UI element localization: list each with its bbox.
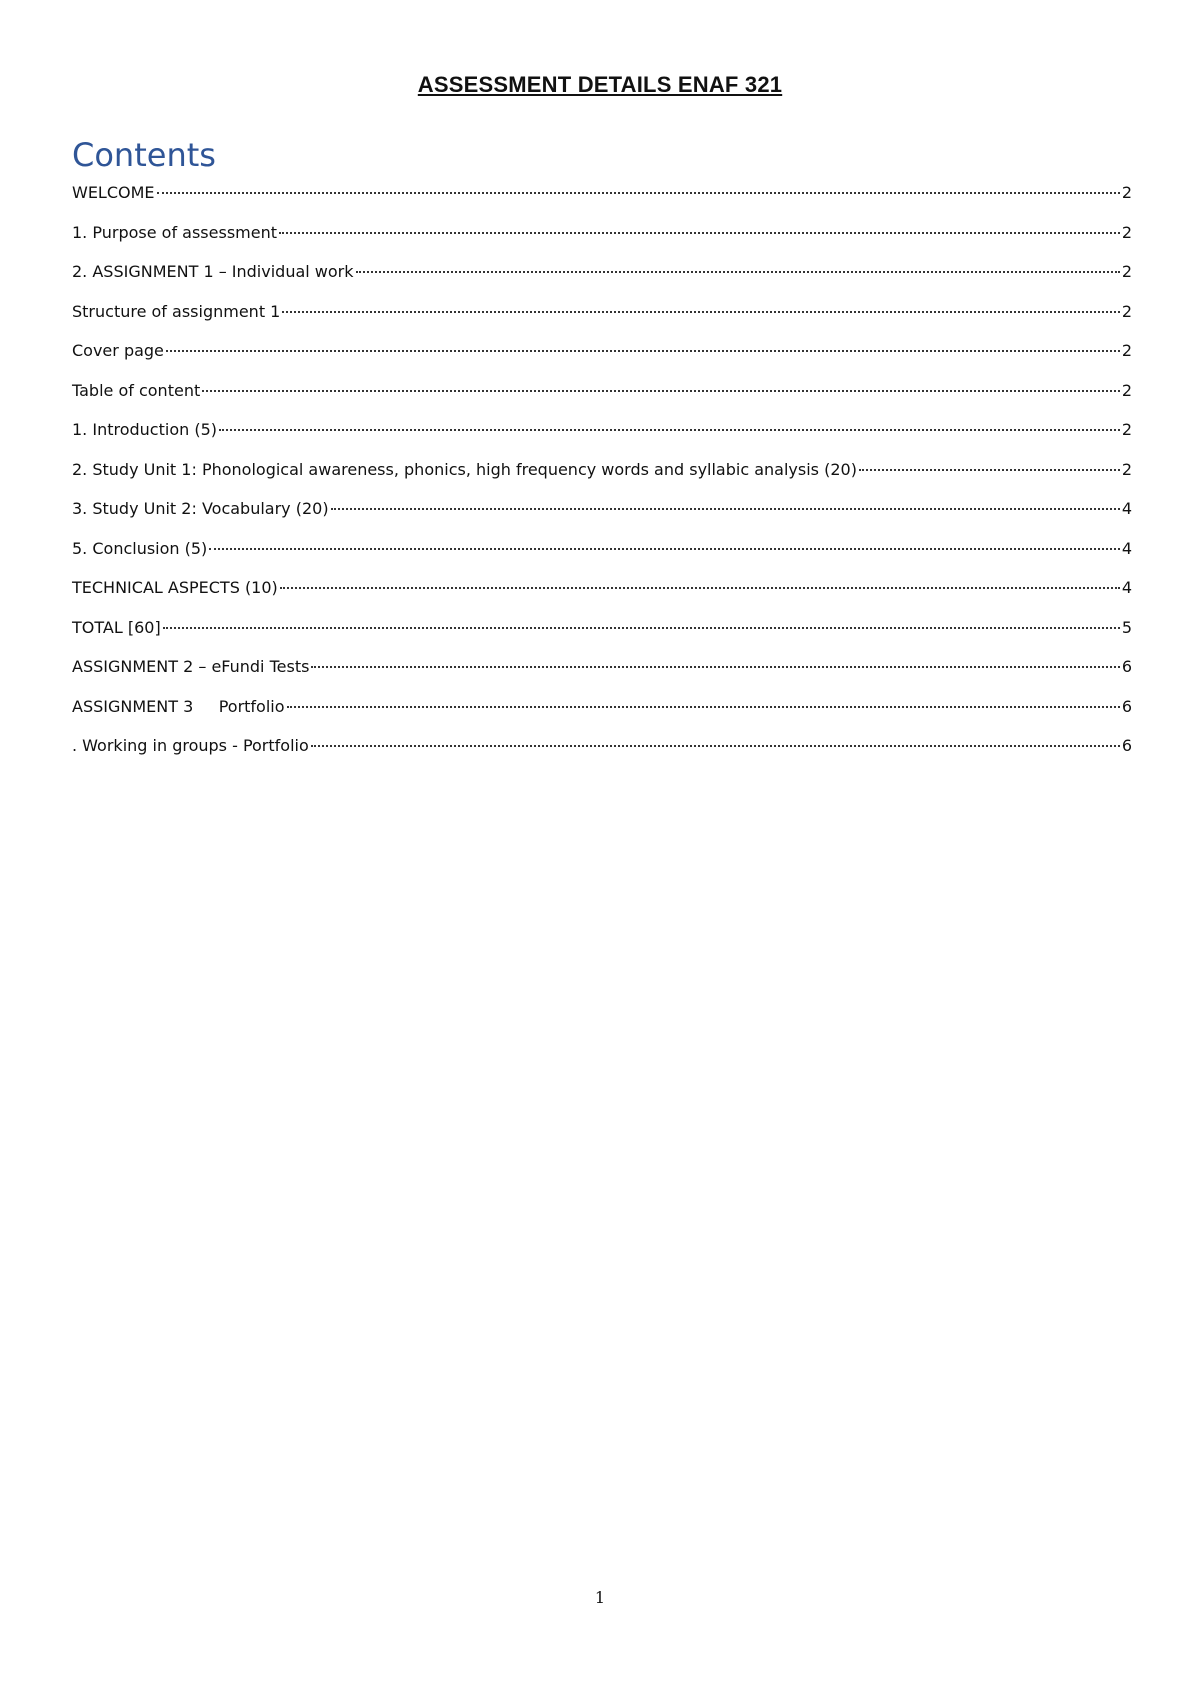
toc-entry-page: 4 (1121, 499, 1132, 518)
toc-entry-page: 2 (1121, 262, 1132, 281)
toc-dot-leader (219, 429, 1120, 431)
toc-entry-label: ASSIGNMENT 2 – eFundi Tests (72, 657, 310, 676)
toc-entry-label: 1. Purpose of assessment (72, 222, 277, 242)
toc-entry-label: Structure of assignment 1 (72, 301, 281, 321)
toc-entry[interactable] (72, 183, 1132, 223)
toc-dot-leader (282, 311, 1119, 313)
toc-entry-page: 6 (1121, 696, 1132, 716)
toc-dot-leader (166, 350, 1120, 352)
toc-dot-leader (280, 587, 1120, 589)
toc-entry[interactable] (72, 262, 1132, 302)
toc-entry-page: 6 (1121, 736, 1132, 755)
toc-entry-page: 2 (1121, 459, 1132, 479)
document-title: ASSESSMENT DETAILS ENAF 321 (417, 72, 783, 97)
toc-entry-label: 2. ASSIGNMENT 1 – Individual work (72, 262, 354, 281)
toc-entry-page: 2 (1121, 183, 1132, 202)
toc-entry-label: TECHNICAL ASPECTS (10) (72, 578, 278, 597)
toc-entry-page: 2 (1121, 341, 1132, 360)
toc-entry[interactable] (72, 381, 1132, 421)
table-of-contents (72, 183, 1132, 776)
toc-entry-label: 3. Study Unit 2: Vocabulary (20) (72, 499, 329, 518)
toc-entry-page: 2 (1121, 420, 1132, 439)
toc-dot-leader (331, 508, 1120, 510)
toc-entry[interactable] (72, 618, 1132, 658)
toc-entry-page: 6 (1121, 657, 1132, 676)
toc-entry[interactable] (72, 657, 1132, 697)
toc-entry-page: 2 (1121, 222, 1132, 242)
toc-entry[interactable] (72, 736, 1132, 776)
toc-dot-leader (311, 666, 1119, 668)
toc-entry-label: Cover page (72, 341, 164, 360)
toc-entry[interactable] (72, 341, 1132, 381)
toc-entry[interactable] (72, 499, 1132, 539)
page-number: 1 (594, 1588, 606, 1607)
toc-entry-page: 4 (1121, 578, 1132, 597)
toc-entry-page: 4 (1121, 538, 1132, 558)
toc-entry-label: TOTAL [60] (72, 617, 161, 637)
toc-entry[interactable] (72, 697, 1132, 737)
toc-entry-label: ASSIGNMENT 3 Portfolio (72, 696, 285, 716)
toc-entry[interactable] (72, 578, 1132, 618)
toc-entry-label: WELCOME (72, 183, 155, 202)
toc-dot-leader (311, 745, 1120, 747)
contents-heading: Contents (72, 136, 216, 174)
toc-entry-label: . Working in groups - Portfolio (72, 736, 309, 755)
toc-entry[interactable] (72, 539, 1132, 579)
toc-entry[interactable] (72, 460, 1132, 500)
toc-entry-label: 1. Introduction (5) (72, 420, 217, 439)
toc-entry[interactable] (72, 420, 1132, 460)
toc-dot-leader (287, 706, 1120, 708)
toc-entry-label: 2. Study Unit 1: Phonological awareness, phonics, high frequency words and syllabic analysis (20) (72, 459, 857, 479)
toc-dot-leader (163, 627, 1120, 629)
toc-entry[interactable] (72, 223, 1132, 263)
toc-entry-page: 2 (1121, 380, 1132, 400)
toc-dot-leader (356, 271, 1120, 273)
toc-dot-leader (157, 192, 1120, 194)
toc-entry[interactable] (72, 302, 1132, 342)
toc-entry-page: 2 (1121, 301, 1132, 321)
toc-dot-leader (859, 469, 1120, 471)
toc-entry-label: 5. Conclusion (5) (72, 538, 208, 558)
toc-dot-leader (209, 548, 1120, 550)
toc-entry-page: 5 (1121, 617, 1132, 637)
toc-dot-leader (202, 390, 1120, 392)
toc-entry-label: Table of content (72, 380, 201, 400)
toc-dot-leader (279, 232, 1120, 234)
